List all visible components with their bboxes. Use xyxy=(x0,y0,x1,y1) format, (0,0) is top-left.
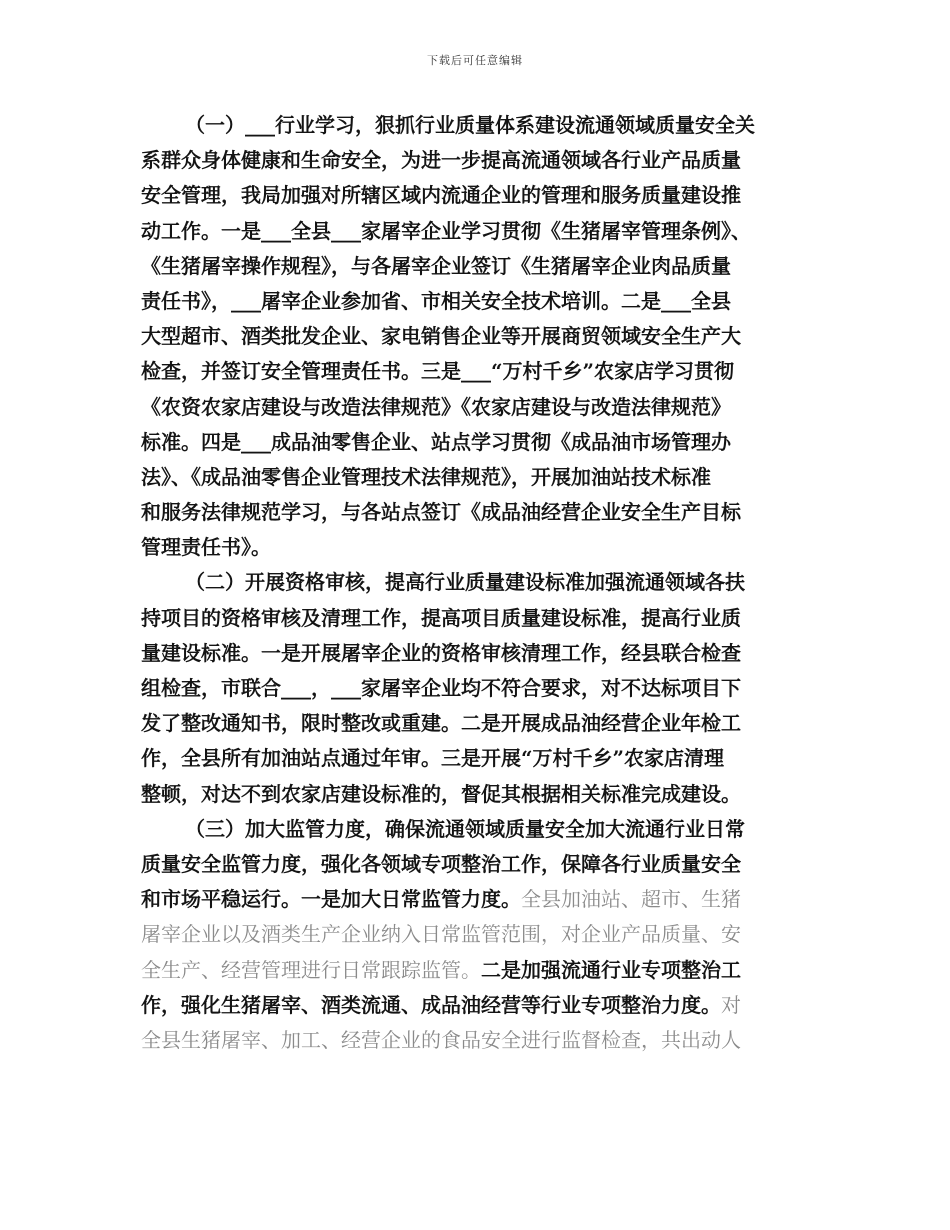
text-segment: 作，强化生猪屠宰、酒类流通、成品油经营等行业专项整治力度。 xyxy=(141,992,721,1017)
text-line xyxy=(141,390,821,425)
text-line xyxy=(141,953,821,988)
document-body xyxy=(141,108,821,1058)
text-line xyxy=(141,847,821,882)
text-segment: 《农资农家店建设与改造法律规范》《农家店建设与改造法律规范》 xyxy=(141,394,731,419)
text-segment: 质量安全监管力度，强化各领域专项整治工作，保障各行业质量安全 xyxy=(141,851,741,876)
text-segment: 全生产、经营管理进行日常跟踪监管。 xyxy=(141,957,481,982)
text-segment: 《生猪屠宰操作规程》，与各屠宰企业签订《生猪屠宰企业肉品质量 xyxy=(141,253,731,278)
paragraph xyxy=(141,812,821,1058)
text-line xyxy=(141,601,821,636)
text-line xyxy=(141,495,821,530)
text-segment: 持项目的资格审核及清理工作，提高项目质量建设标准，提高行业质 xyxy=(141,605,741,630)
text-segment: 二是加强流通行业专项整治工 xyxy=(481,957,741,982)
text-line xyxy=(141,741,821,776)
text-line xyxy=(141,565,821,600)
text-segment: 动工作。一是___全县___家屠宰企业学习贯彻《生猪屠宰管理条例》、 xyxy=(141,218,751,243)
text-line xyxy=(141,706,821,741)
text-line xyxy=(141,777,821,812)
text-line xyxy=(141,1023,821,1058)
text-line xyxy=(141,530,821,565)
text-segment: 屠宰企业以及酒类生产企业纳入日常监管范围，对企业产品质量、安 xyxy=(141,922,741,947)
text-line xyxy=(141,214,821,249)
text-line xyxy=(141,143,821,178)
paragraph xyxy=(141,108,821,565)
text-segment: （一）___行业学习，狠抓行业质量体系建设流通领域质量安全关 xyxy=(185,113,755,137)
text-segment: （三）加大监管力度，确保流通领域质量安全加大流通行业日常 xyxy=(185,816,745,841)
text-segment: 标准。四是___成品油零售企业、站点学习贯彻《成品油市场管理办 xyxy=(141,429,731,454)
text-line xyxy=(141,460,821,495)
text-line xyxy=(141,671,821,706)
text-segment: 和服务法律规范学习，与各站点签订《成品油经营企业安全生产目标 xyxy=(141,500,741,525)
text-segment: 和市场平稳运行。一是加大日常监管力度。 xyxy=(141,887,521,912)
text-segment: 大型超市、酒类批发企业、家电销售企业等开展商贸领域安全生产大 xyxy=(141,324,741,349)
text-segment: 责任书》，___屠宰企业参加省、市相关安全技术培训。二是___全县 xyxy=(141,288,731,313)
text-segment: 作，全县所有加油站点通过年审。三是开展“万村千乡”农家店清理 xyxy=(141,746,725,771)
text-segment: 发了整改通知书，限时整改或重建。二是开展成品油经营企业年检工 xyxy=(141,711,741,736)
text-line xyxy=(141,425,821,460)
text-line xyxy=(141,284,821,319)
text-segment: 法》、《成品油零售企业管理技术法律规范》，开展加油站技术标准 xyxy=(141,464,711,489)
text-segment: 检查，并签订安全管理责任书。三是___“万村千乡”农家店学习贯彻 xyxy=(141,359,735,384)
text-line xyxy=(141,108,821,143)
text-line xyxy=(141,249,821,284)
text-segment: （二）开展资格审核，提高行业质量建设标准加强流通领域各扶 xyxy=(185,570,745,595)
text-segment: 量建设标准。一是开展屠宰企业的资格审核清理工作，经县联合检查 xyxy=(141,640,741,665)
text-line xyxy=(141,882,821,917)
text-line xyxy=(141,812,821,847)
text-segment: 组检查，市联合___，___家屠宰企业均不符合要求，对不达标项目下 xyxy=(141,676,741,700)
text-segment: 系群众身体健康和生命安全，为进一步提高流通领域各行业产品质量 xyxy=(141,148,741,173)
text-line xyxy=(141,988,821,1023)
page-header: 下载后可任意编辑 xyxy=(427,54,523,67)
text-line xyxy=(141,636,821,671)
text-line xyxy=(141,354,821,389)
text-segment: 整顿，对达不到农家店建设标准的，督促其根据相关标准完成建设。 xyxy=(141,781,741,806)
text-line xyxy=(141,319,821,354)
text-line xyxy=(141,917,821,952)
text-segment: 对 xyxy=(721,992,741,1017)
text-line xyxy=(141,178,821,213)
text-segment: 全县生猪屠宰、加工、经营企业的食品安全进行监督检查，共出动人 xyxy=(141,1027,741,1052)
text-segment: 安全管理，我局加强对所辖区域内流通企业的管理和服务质量建设推 xyxy=(141,183,741,208)
text-segment: 管理责任书》。 xyxy=(141,535,271,560)
text-segment: 全县加油站、超市、生猪 xyxy=(521,887,741,912)
paragraph xyxy=(141,565,821,811)
